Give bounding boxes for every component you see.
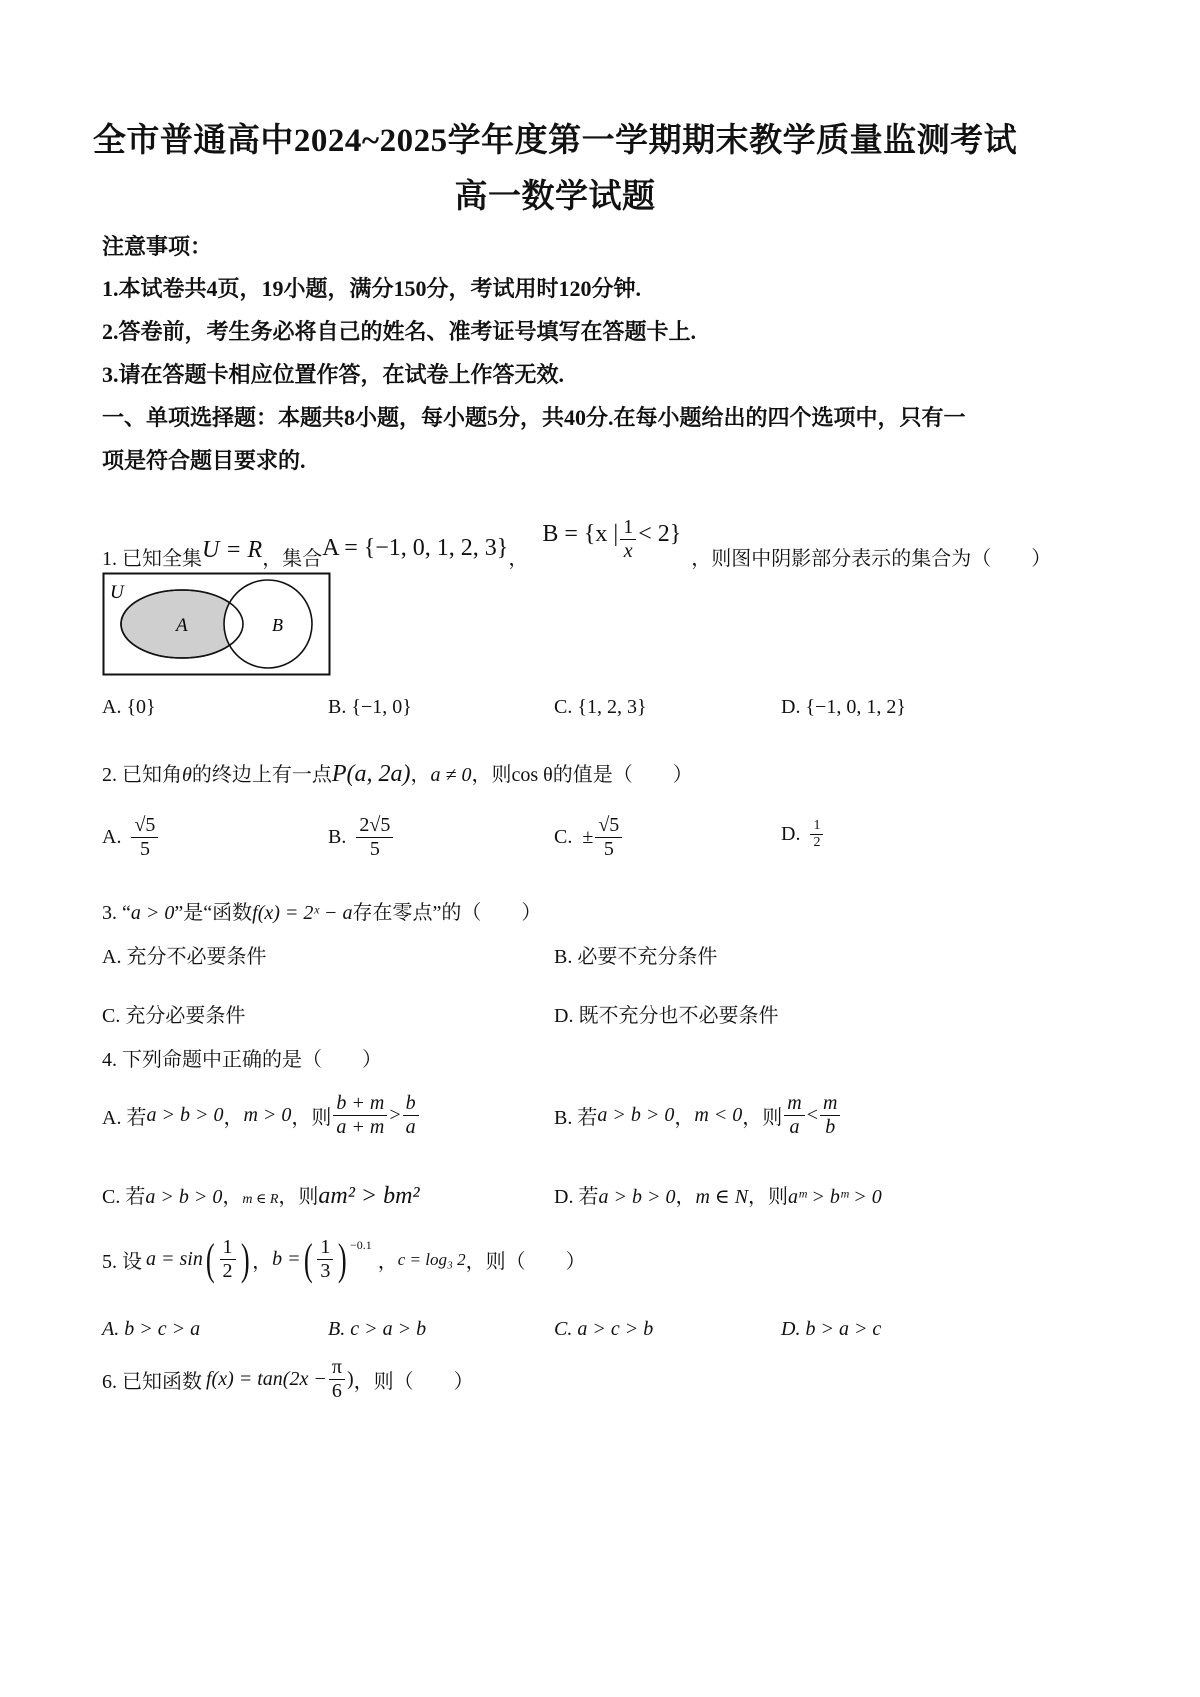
q5-a-fraction <box>220 1236 236 1283</box>
q5-b-denominator: 3 <box>320 1260 331 1282</box>
q5-option-a[interactable]: A. b > c > a <box>102 1318 201 1340</box>
q2-option-c[interactable] <box>554 814 624 861</box>
q4-b-sep: ， <box>674 1107 695 1129</box>
q2-option-a-label: A. <box>102 826 122 848</box>
q2-theta: θ <box>182 764 192 786</box>
q4-d-cond2: m ∈ N <box>695 1186 749 1208</box>
q5-text-a: 5. 设 <box>102 1251 142 1273</box>
question-4-stem: 4. 下列命题中正确的是（ ） <box>102 1049 382 1071</box>
q5-b-fraction <box>317 1236 333 1283</box>
q2-option-d-fraction <box>810 818 823 851</box>
q5-b-numerator: 1 <box>317 1236 333 1260</box>
q3-text-c: 存在零点”的（ ） <box>352 902 542 924</box>
q4-b-cond2: m < 0 <box>694 1104 743 1126</box>
q4-c-sep: ， <box>222 1186 243 1208</box>
q4-a-frac-right-den: a <box>405 1116 416 1138</box>
q6-denominator: 6 <box>331 1380 342 1402</box>
q4-c-then: ，则 <box>278 1186 319 1208</box>
q1-text-a: 1. 已知全集 <box>102 547 202 570</box>
q2-option-d-numerator: 1 <box>810 818 823 835</box>
page-subtitle: 高一数学试题 <box>454 179 656 215</box>
q2-option-a-numerator: √5 <box>131 814 158 838</box>
q2-option-d[interactable] <box>781 818 825 851</box>
q4-b-rel: < <box>806 1104 819 1126</box>
q4-b-frac-right <box>820 1092 840 1139</box>
q4-c-cond2: m ∈ R <box>242 1192 279 1207</box>
q6-text-a: 6. 已知函数 <box>102 1371 202 1393</box>
q1-set-b-right: < 2} <box>638 520 682 547</box>
q4-a-frac-right-num: b <box>403 1092 419 1116</box>
q5-option-d[interactable]: D. b > a > c <box>781 1318 882 1340</box>
q2-option-a-denominator: 5 <box>139 838 150 860</box>
q2-text-e: 的值是（ ） <box>552 764 693 786</box>
q1-universal-set: U = R <box>202 536 263 563</box>
q4-a-cond1: a > b > 0 <box>146 1104 224 1126</box>
q6-fraction <box>329 1356 345 1403</box>
q5-option-b[interactable]: B. c > a > b <box>328 1318 427 1340</box>
q4-c-result: am² > bm² <box>318 1183 420 1209</box>
q2-option-c-label: C. <box>554 826 573 848</box>
q2-option-c-denominator: 5 <box>603 838 614 860</box>
q3-option-a[interactable]: A. 充分不必要条件 <box>102 946 267 968</box>
venn-label-b: B <box>272 615 283 635</box>
q4-option-b[interactable] <box>554 1092 842 1139</box>
q5-comma-2: ， <box>377 1251 398 1273</box>
q4-option-a[interactable] <box>102 1092 421 1139</box>
q6-close-paren: ) <box>346 1368 354 1390</box>
q4-d-cond1: a > b > 0 <box>598 1186 676 1208</box>
q1-option-a[interactable]: A. {0} <box>102 696 156 718</box>
q6-function: f(x) = tan(2x − <box>206 1368 327 1390</box>
q4-d-pre: D. 若 <box>554 1186 599 1208</box>
q6-numerator: π <box>329 1356 345 1380</box>
q4-c-pre: C. 若 <box>102 1186 146 1208</box>
q2-option-d-denominator: 2 <box>813 835 821 851</box>
q4-d-then: ，则 <box>748 1186 789 1208</box>
q4-b-frac-left <box>784 1092 804 1139</box>
notice-item-3: 3.请在答题卡相应位置作答，在试卷上作答无效. <box>102 362 565 387</box>
question-3-stem <box>102 896 541 925</box>
q4-b-pre: B. 若 <box>554 1107 598 1129</box>
q2-option-b-denominator: 5 <box>369 838 380 860</box>
q2-text-c: ， <box>410 764 431 786</box>
q4-a-pre: A. 若 <box>102 1107 147 1129</box>
page-title: 全市普通高中2024~2025学年度第一学期期末教学质量监测考试 <box>92 123 1018 159</box>
q4-a-then: ，则 <box>291 1107 332 1129</box>
q4-a-sep: ， <box>223 1107 244 1129</box>
venn-label-u: U <box>110 582 124 603</box>
q2-option-b-label: B. <box>328 826 347 848</box>
q5-a-numerator: 1 <box>220 1236 236 1260</box>
q4-b-frac-left-num: m <box>784 1092 804 1116</box>
q2-option-b-numerator: 2√5 <box>356 814 393 838</box>
q5-b-def: b = <box>272 1248 301 1270</box>
q4-b-frac-right-num: m <box>820 1092 840 1116</box>
venn-label-a: A <box>176 615 188 636</box>
q3-text-b: ”是“函数 <box>174 902 253 924</box>
q2-condition: a ≠ 0 <box>430 764 472 786</box>
q6-text-b: ，则（ ） <box>353 1371 474 1393</box>
q1-set-b-denominator: x <box>623 539 633 562</box>
q5-a-denominator: 2 <box>222 1260 233 1282</box>
q4-b-frac-right-den: b <box>825 1116 836 1138</box>
notice-item-1: 1.本试卷共4页，19小题，满分150分，考试用时120分钟. <box>102 276 642 301</box>
question-5-stem <box>102 1234 586 1285</box>
q1-option-b[interactable]: B. {−1, 0} <box>328 696 412 718</box>
q4-c-cond1: a > b > 0 <box>145 1186 223 1208</box>
q2-text-a: 2. 已知角 <box>102 764 182 786</box>
q1-set-b-fraction <box>620 516 636 563</box>
q5-option-c[interactable]: C. a > c > b <box>554 1318 654 1340</box>
q1-option-c[interactable]: C. {1, 2, 3} <box>554 696 647 718</box>
section-heading-line2: 项是符合题目要求的. <box>102 448 306 473</box>
q3-text-a: 3. “ <box>102 902 131 924</box>
q5-b-open-paren: ( <box>303 1235 313 1284</box>
q3-condition: a > 0 <box>130 902 175 924</box>
q1-text-d: ，则图中阴影部分表示的集合为（ ） <box>691 547 1052 570</box>
q2-option-a[interactable] <box>102 814 160 861</box>
q5-comma-1: ， <box>252 1251 273 1273</box>
q2-option-b-fraction <box>356 814 393 861</box>
q4-a-frac-left-den: a + m <box>336 1116 385 1138</box>
q4-a-rel: > <box>389 1104 401 1126</box>
q1-set-a: A = {−1, 0, 1, 2, 3} <box>322 534 509 561</box>
q2-option-c-fraction <box>595 814 622 861</box>
q2-option-c-sign: ± <box>582 826 594 848</box>
q4-a-frac-left <box>333 1092 387 1139</box>
q5-c-def: c = log₃ 2 <box>397 1249 466 1269</box>
q1-set-b-left: B = {x | <box>542 520 619 547</box>
q2-point: P(a, 2a) <box>331 761 411 787</box>
q2-option-a-fraction <box>131 814 158 861</box>
notice-item-2: 2.答卷前，考生务必将自己的姓名、准考证号填写在答题卡上. <box>102 319 697 344</box>
venn-diagram <box>102 572 332 678</box>
q5-a-def: a = sin <box>146 1248 203 1270</box>
q3-option-c[interactable]: C. 充分必要条件 <box>102 1005 246 1027</box>
q4-option-d[interactable] <box>554 1180 882 1209</box>
question-6-stem <box>102 1356 474 1403</box>
q5-b-exponent: −0.1 <box>349 1238 372 1252</box>
q5-b-close-paren: ) <box>338 1235 348 1284</box>
q3-option-b[interactable]: B. 必要不充分条件 <box>554 946 718 968</box>
q1-text-c: ， <box>508 547 529 570</box>
q4-b-then: ，则 <box>742 1107 783 1129</box>
q1-option-d[interactable]: D. {−1, 0, 1, 2} <box>781 696 906 718</box>
q4-a-frac-left-num: b + m <box>333 1092 387 1116</box>
q2-option-d-label: D. <box>781 823 801 846</box>
question-1-stem <box>102 506 1051 576</box>
q1-set-b-numerator: 1 <box>620 516 636 540</box>
q4-d-result: aᵐ > bᵐ > 0 <box>788 1186 882 1208</box>
q4-d-sep: ， <box>675 1186 696 1208</box>
q5-text-b: ，则（ ） <box>465 1251 586 1273</box>
venn-set-b-circle <box>224 580 312 668</box>
q4-b-frac-left-den: a <box>789 1116 800 1138</box>
q4-a-frac-right <box>403 1092 419 1139</box>
q2-text-b: 的终边上有一点 <box>191 764 332 786</box>
section-heading-line1: 一、单项选择题：本题共8小题，每小题5分，共40分.在每小题给出的四个选项中，只有一 <box>102 405 966 430</box>
q1-text-b: ，集合 <box>262 547 323 570</box>
q2-text-d: ，则 <box>471 764 512 786</box>
q5-a-open-paren: ( <box>205 1235 215 1284</box>
q2-option-b[interactable] <box>328 814 395 861</box>
q4-a-cond2: m > 0 <box>243 1104 292 1126</box>
q2-cos: cos θ <box>511 764 553 786</box>
q4-option-c[interactable] <box>102 1180 420 1210</box>
q2-option-c-numerator: √5 <box>595 814 622 838</box>
question-2-stem <box>102 758 693 788</box>
notice-heading: 注意事项： <box>102 234 213 259</box>
q5-a-close-paren: ) <box>240 1235 250 1284</box>
q3-option-d[interactable]: D. 既不充分也不必要条件 <box>554 1005 779 1027</box>
q3-function: f(x) = 2ˣ − a <box>252 902 353 924</box>
q4-b-cond1: a > b > 0 <box>597 1104 675 1126</box>
